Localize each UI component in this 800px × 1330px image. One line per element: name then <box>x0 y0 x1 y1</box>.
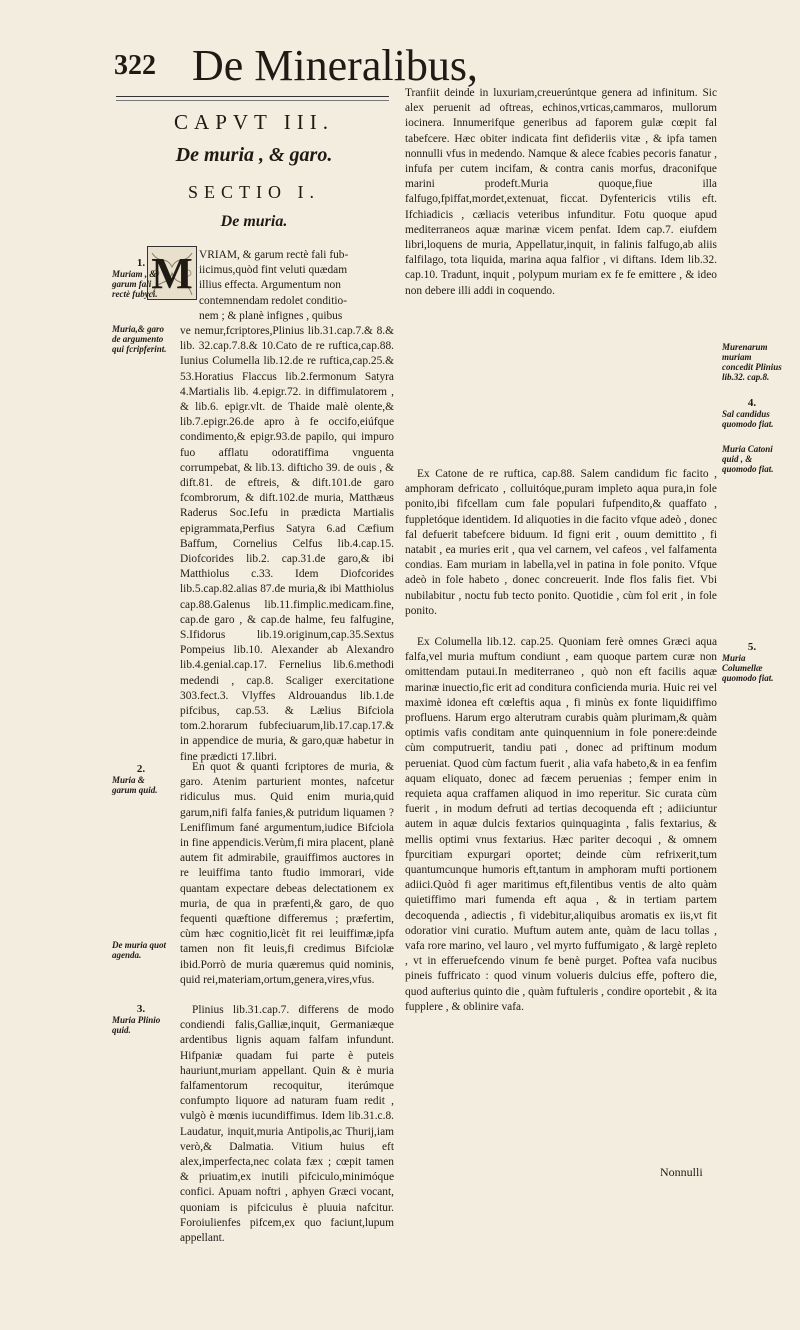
section-title: De muria. <box>220 213 288 230</box>
right-paragraph-1: Tranfiit deinde in luxuriam,creuerúntque genera ad infinitum. Sic alex peruenit ad oftreas, echinos,vrticas,cammaros, mullorum iocinera. Innumerifque generibus ad faporem gulæ cœpit fal tabefcere. Hæc obiter indicata fint defideriis vitæ , & ipfa tamen nonnulli vfus in medendo. Namque & alece fcabies pecoris fanatur , infufa per cutem incifam, & contra canis morfus, draconifque marini prodeft.Muria quoque,fiue illa falfugo,fpiffat,mordet,extenuat, ficcat. Dyfentericis vtilis eft. Ifchiadicis , cæliacis veteribus infunditur. Fotu quoque apud mediterraneos aquæ marinæ vicem penfat. Idem cap.7. eiufdem libri,loquens de muria, Appellatur,inquit, in falinis falfugo,ab aliis falfilago, tota liquida, marina aqua falfior , vi diftans. Idem lib.32. cap.10. Tradunt, inquit , polypum muriam ex fe fe emittere , & ideo non debere illi addi in coquendo. <box>405 87 717 297</box>
margin-note-8 <box>722 444 782 474</box>
margin-note-4 <box>112 940 170 960</box>
margin-note-text: Muria Plinio quid. <box>112 1015 161 1035</box>
right-paragraph-2: Ex Catone de re ruftica, cap.88. Salem candidum fic facito , amphoram defricato , colluitóque,puram impleto aqua pura,in fole ponito,ibi fifcellam cum fale populari fufpendito,& quaffato , fuppletóque identidem. Id aliquoties in die facito vfque adeò , donec fal defuerit tabefcere biduum. Id figni erit , ouum demittito , fi natabit , ea muries erit , qua vel carnem, vel cafeos , vel falfamenta condias. Eam muriam in labella,vel in patina in fole ponito. Vfque adeò in fole habeto , donec concreuerit. Inde flos falis fiet. Vbi nubilabitur , noctu fub tecto ponito. Quotidie , cùm fol erit , in fole ponito. <box>405 468 717 617</box>
left-paragraph-1: ve nemur,fcriptores,Plinius lib.31.cap.7.& 8.& lib. 32.cap.7.8.& 10.Cato de re ruftica,cap.88. Iunius Columella lib.12.de re ruftica,cap.25.& 53.Horatius Flaccus lib.2.fermonum Satyra 4.Martialis lib. 4.epigr.72. in diffimulatorem , & lib.6. epigr.vlt. de Thaide malè olente,& lib.7.epigr.26.de apro à fe occifo,eiúfque condimento,& epigr.93.de papilo, qui impuro fuo afflatu odoratiffima vnguenta corrumpebat, & lib.13. difticho 39. de ouis , & dift.81. de eftreis, & dift.101.de garo fcombrorum, & dift.102.de muria, Matthæus Raderus Soc.Iefu in prædicta Martialis epigrammata,Perfius Satyra 6.ad Cæfium Baffum, Cornelius Celfus lib.4.cap.15. Diofcorides lib.2. cap.31.de garo,& ibi Matthiolus c.33. Idem Diofcorides lib.5.cap.82.alias 87.de muria,& ibi Matthiolus cap.88.Galenus lib.11.fimplic.medicam.fine, cap.de garo , & cap.de halme, feu falfugine, S.Ifidorus lib.19.originum,cap.35.Sextus Pompeius lib.10. Alexander ab Alexandro lib.4.genial.cap.17. Fernelius lib.6.methodi medendi , cap.8. Scaliger exercitatione 303.fect.3. Vlyffes Aldrouandus lib.1.de pifcibus, cap.53. & Lælius Bifciola tom.2.horarum fubfeciuarum,lib.17.cap.17.& in appendice de muria, & garo,quæ habetur in fine prædicti 17.libri. <box>180 325 394 763</box>
right-paragraph-3: Ex Columella lib.12. cap.25. Quoniam ferè omnes Græci aqua falfa,vel muria muftum condiunt , eam quoque partem curæ non omittendam putaui.In mediterraneo , quò non eft facilis aquæ marinæ inuectio,fic erit ad conditura confìcienda muria. Huic rei vel maximè idonea eft cœleftis aqua , fi minùs ex fonte liquidiffimo profluens. Harum ergo alterutram curabis quàm plurimam,& quàm optimis vafis conditam ante quinquennium in fole ponere:deinde cùm computruerit, tandiu pati , donec ad priftinum modum perueniat. Quod cùm factum fuerit , alia vafa habeto,& in ea fenfim aquam eliquato, donec ad fæcem peruenias ; femper enim in requieta aqua craffamen aliquod in imo reperitur. Sic curata cùm fuerit , in modum defruti ad tertias decoquenda eft ; adiiciuntur autem in aquæ dulcis fextarios quinquaginta , falis fextarius, & mellis optimi vnus fextarius. Hæc pariter decoqui , & omnem fpurcitiam expurgari oportet; deinde cùm refrixerit,tum quantumcunque humoris eft,tantum in amphoram mufti portionem adiici.Quòd fi ager maritimus eft,filentibus ventis de alto quàm quietiffimo mari fumenda eft aqua , & in tertiam partem decoquenda , adiectis , fi videbitur,aliquibus aromatis ex iis,vt fit odoratior vini curatio. Muftum autem ante, quàm de lacu tollas , vafa rore marino, vel lauro , vel myrto fuffumigato , & largè repleto , vt in efferuefcendo vinum fe benè purget. Poftea vafa nucibus pineis fuffricato : quod vinum volueris dulcius effe, poftero die, quod aufterius quinto die , quàm fuftuleris , condire oportebit , & ita fupplere , & oblinire vafa. <box>405 636 717 1013</box>
margin-note-text: Sal candidus quomodo fiat. <box>722 409 774 429</box>
intro-line: nem ; & planè infignes , quibus <box>199 309 343 322</box>
margin-note-text: Muriam , & garum fali rectè fubyci. <box>112 269 158 299</box>
margin-note-6 <box>722 342 782 382</box>
margin-note-number: 5. <box>747 641 757 653</box>
margin-note-text: Murenarum muriam concedit Plinius lib.32. cap.8. <box>722 342 782 382</box>
margin-note-9 <box>722 642 782 683</box>
left-paragraph-3: Plinius lib.31.cap.7. differens de modo condiendi falis,Galliæ,inquit, Germaniæque ardentibus lignis aquam falfam infundunt. Hifpaniæ quadam fui parte è puteis hauriunt,muriam appellant. Quin & è muria falfamentorum recoquitur, iterúmque confumpto liquore ad naturam fuam redit , vulgò è mœnis iucundiffimus. Idem lib.31.c.8. Laudatur, inquit,muria Antipolis,ac Thurij,iam verò,& Dalmatia. Vitium huius eft alex,imperfecta,nec colata fæx ; cœpit tamen & priuatim,ex inutili pifciculo,minimóque confici. Apuam noftri , aphyen Græci vocant, quoniam is pifciculus è pluuia nafcitur. Foroiulienfes pifcem,ex quo faciunt,lupum appellant. <box>180 1004 394 1245</box>
page-number: 322 <box>114 50 156 81</box>
header-rule <box>116 96 389 97</box>
margin-note-2 <box>112 324 170 354</box>
intro-line: VRIAM, & garum rectè fali fub- <box>199 249 349 261</box>
chapter-caput: CAPVT III. <box>174 110 334 134</box>
chapter-title: De muria , & garo. <box>175 144 333 166</box>
running-head: De Mineralibus, <box>192 41 478 90</box>
margin-note-text: Muria Columellæ quomodo fiat. <box>722 653 774 683</box>
margin-note-number: 4. <box>747 397 757 409</box>
margin-note-number: 3. <box>136 1003 146 1015</box>
margin-note-7 <box>722 398 782 429</box>
header-rule-thin <box>116 100 389 101</box>
drop-cap <box>147 246 197 300</box>
intro-line: illius effecta. Argumentum non <box>199 279 341 292</box>
margin-note-text: De muria quot agenda. <box>112 940 167 960</box>
intro-line: contemnendam redolet conditio- <box>199 294 348 307</box>
intro-text <box>199 248 395 324</box>
left-paragraph-2: En quot & quanti fcriptores de muria, & garo. Atenim parturient montes, nafcetur ridiculus mus. Quid enim muria,quid garum,nifi falfa fanies,& putridum liquamen ? Lenifſimum fané argumentum,iudice Bifciola in fine appendicis.Verùm,fi mira placent, planè autem fit admirabile, grauiffimos auctores in re leuiffima tanto ftudio immorari, vide quantam expectare debeas delectationem ex muria, de qua in præfenti,& garo, de quo fequenti quæftione differemus ; præfertim, cùm hæc cognitio,licèt fit rei leuiffimæ,ipfa tamen non fit leuis,fi credimus Bifciolæ ibid.Porrò de muria quæremus quid nominis, quid rei,materiam,ortum,genera,vires,vfus. <box>180 761 394 986</box>
margin-note-number: 1. <box>136 257 146 269</box>
margin-note-3 <box>112 764 170 795</box>
margin-note-5 <box>112 1004 170 1035</box>
section-heading: SECTIO I. <box>188 182 320 202</box>
drop-cap-letter: M <box>151 248 193 298</box>
intro-line: iicimus,quòd fint veluti quædam <box>199 264 348 277</box>
catchword: Nonnulli <box>660 1165 703 1179</box>
margin-note-text: Muria Catoni quid , & quomodo fiat. <box>722 444 774 474</box>
margin-note-text: Muria,& garo de argumento qui fcripferint. <box>112 324 167 354</box>
margin-note-number: 2. <box>136 763 146 775</box>
margin-note-text: Muria & garum quid. <box>112 775 158 795</box>
